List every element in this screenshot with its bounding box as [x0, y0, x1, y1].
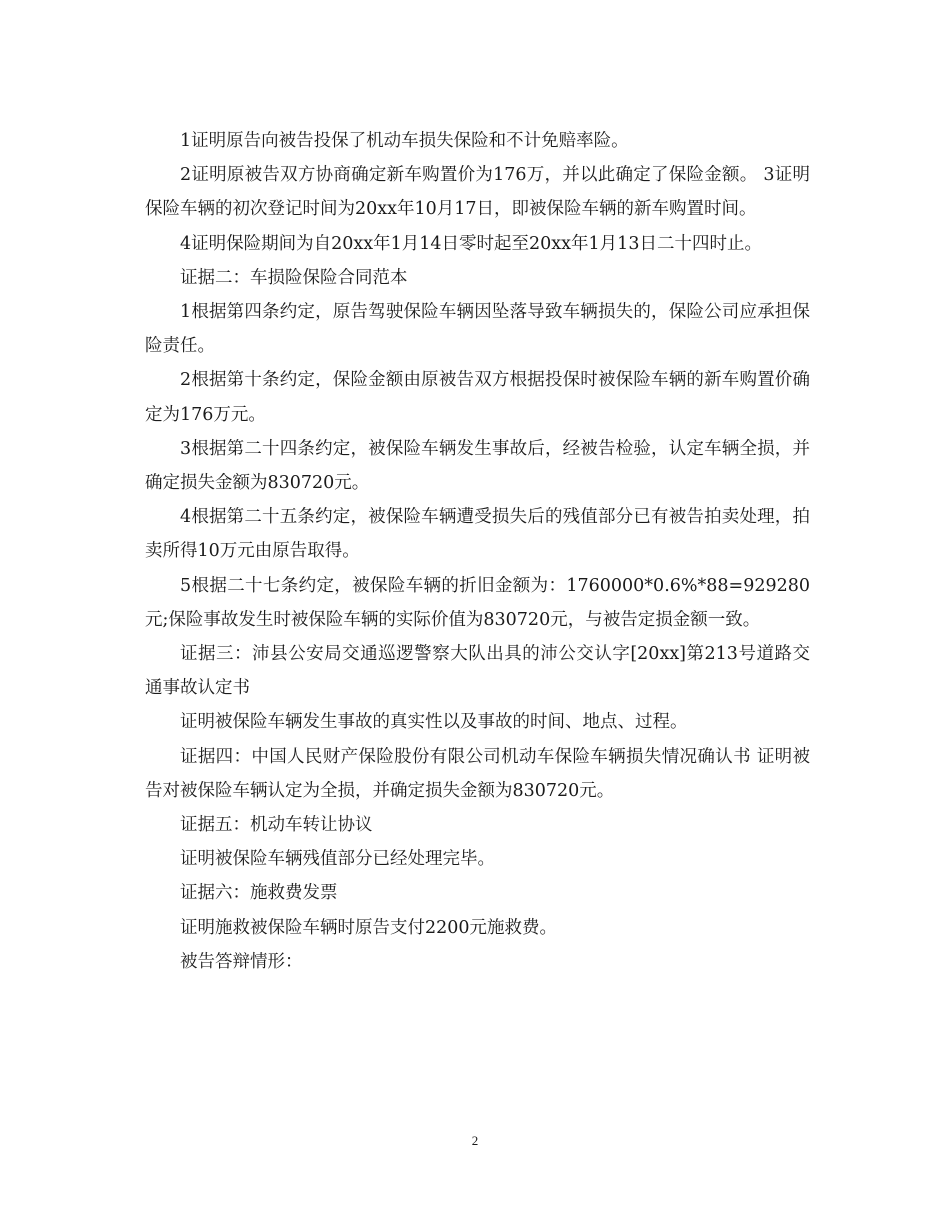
paragraph-12: 证据四：中国人民财产保险股份有限公司机动车保险车辆损失情况确认书 证明被告对被保险车辆认定为全损，并确定损失金额为830720元。 — [145, 746, 810, 801]
paragraph-17: 被告答辩情形： — [180, 951, 303, 972]
paragraph-2: 2证明原被告双方协商确定新车购置价为176万，并以此确定了保险金额。 3证明保险车辆的初次登记时间为20xx年10月17日，即被保险车辆的新车购置时间。 — [145, 165, 810, 220]
paragraph-4: 证据二：车损险保险合同范本 — [180, 267, 408, 288]
paragraph-16: 证明施救被保险车辆时原告支付2200元施救费。 — [180, 917, 558, 938]
paragraph-11: 证明被保险车辆发生事故的真实性以及事故的时间、地点、过程。 — [180, 712, 688, 733]
paragraph-14: 证明被保险车辆残值部分已经处理完毕。 — [180, 849, 495, 870]
paragraph-6: 2根据第十条约定，保险金额由原被告双方根据投保时被保险车辆的新车购置价确定为176万元。 — [145, 370, 810, 425]
paragraph-7: 3根据第二十四条约定，被保险车辆发生事故后，经被告检验，认定车辆全损，并确定损失金额为830720元。 — [145, 438, 810, 494]
page-number: 2 — [471, 1133, 479, 1148]
paragraph-13: 证据五：机动车转让协议 — [180, 815, 373, 836]
paragraph-8: 4根据第二十五条约定，被保险车辆遭受损失后的残值部分已有被告拍卖处理，拍卖所得10万元由原告取得。 — [145, 507, 810, 562]
paragraph-15: 证据六：施救费发票 — [180, 883, 338, 904]
paragraph-5: 1根据第四条约定，原告驾驶保险车辆因坠落导致车辆损失的，保险公司应承担保险责任。 — [145, 302, 810, 357]
paragraph-10: 证据三：沛县公安局交通巡逻警察大队出具的沛公交认字[20xx]第213号道路交通事故认定书 — [145, 644, 810, 699]
paragraph-9: 5根据二十七条约定，被保险车辆的折旧金额为：1760000*0.6%*88=929280元;保险事故发生时被保险车辆的实际价值为830720元，与被告定损金额一致。 — [145, 575, 810, 630]
paragraph-1: 1证明原告向被告投保了机动车损失保险和不计免赔率险。 — [180, 131, 629, 151]
paragraph-3: 4证明保险期间为自20xx年1月14日零时起至20xx年1月13日二十四时止。 — [180, 233, 762, 254]
document-body — [145, 124, 810, 979]
